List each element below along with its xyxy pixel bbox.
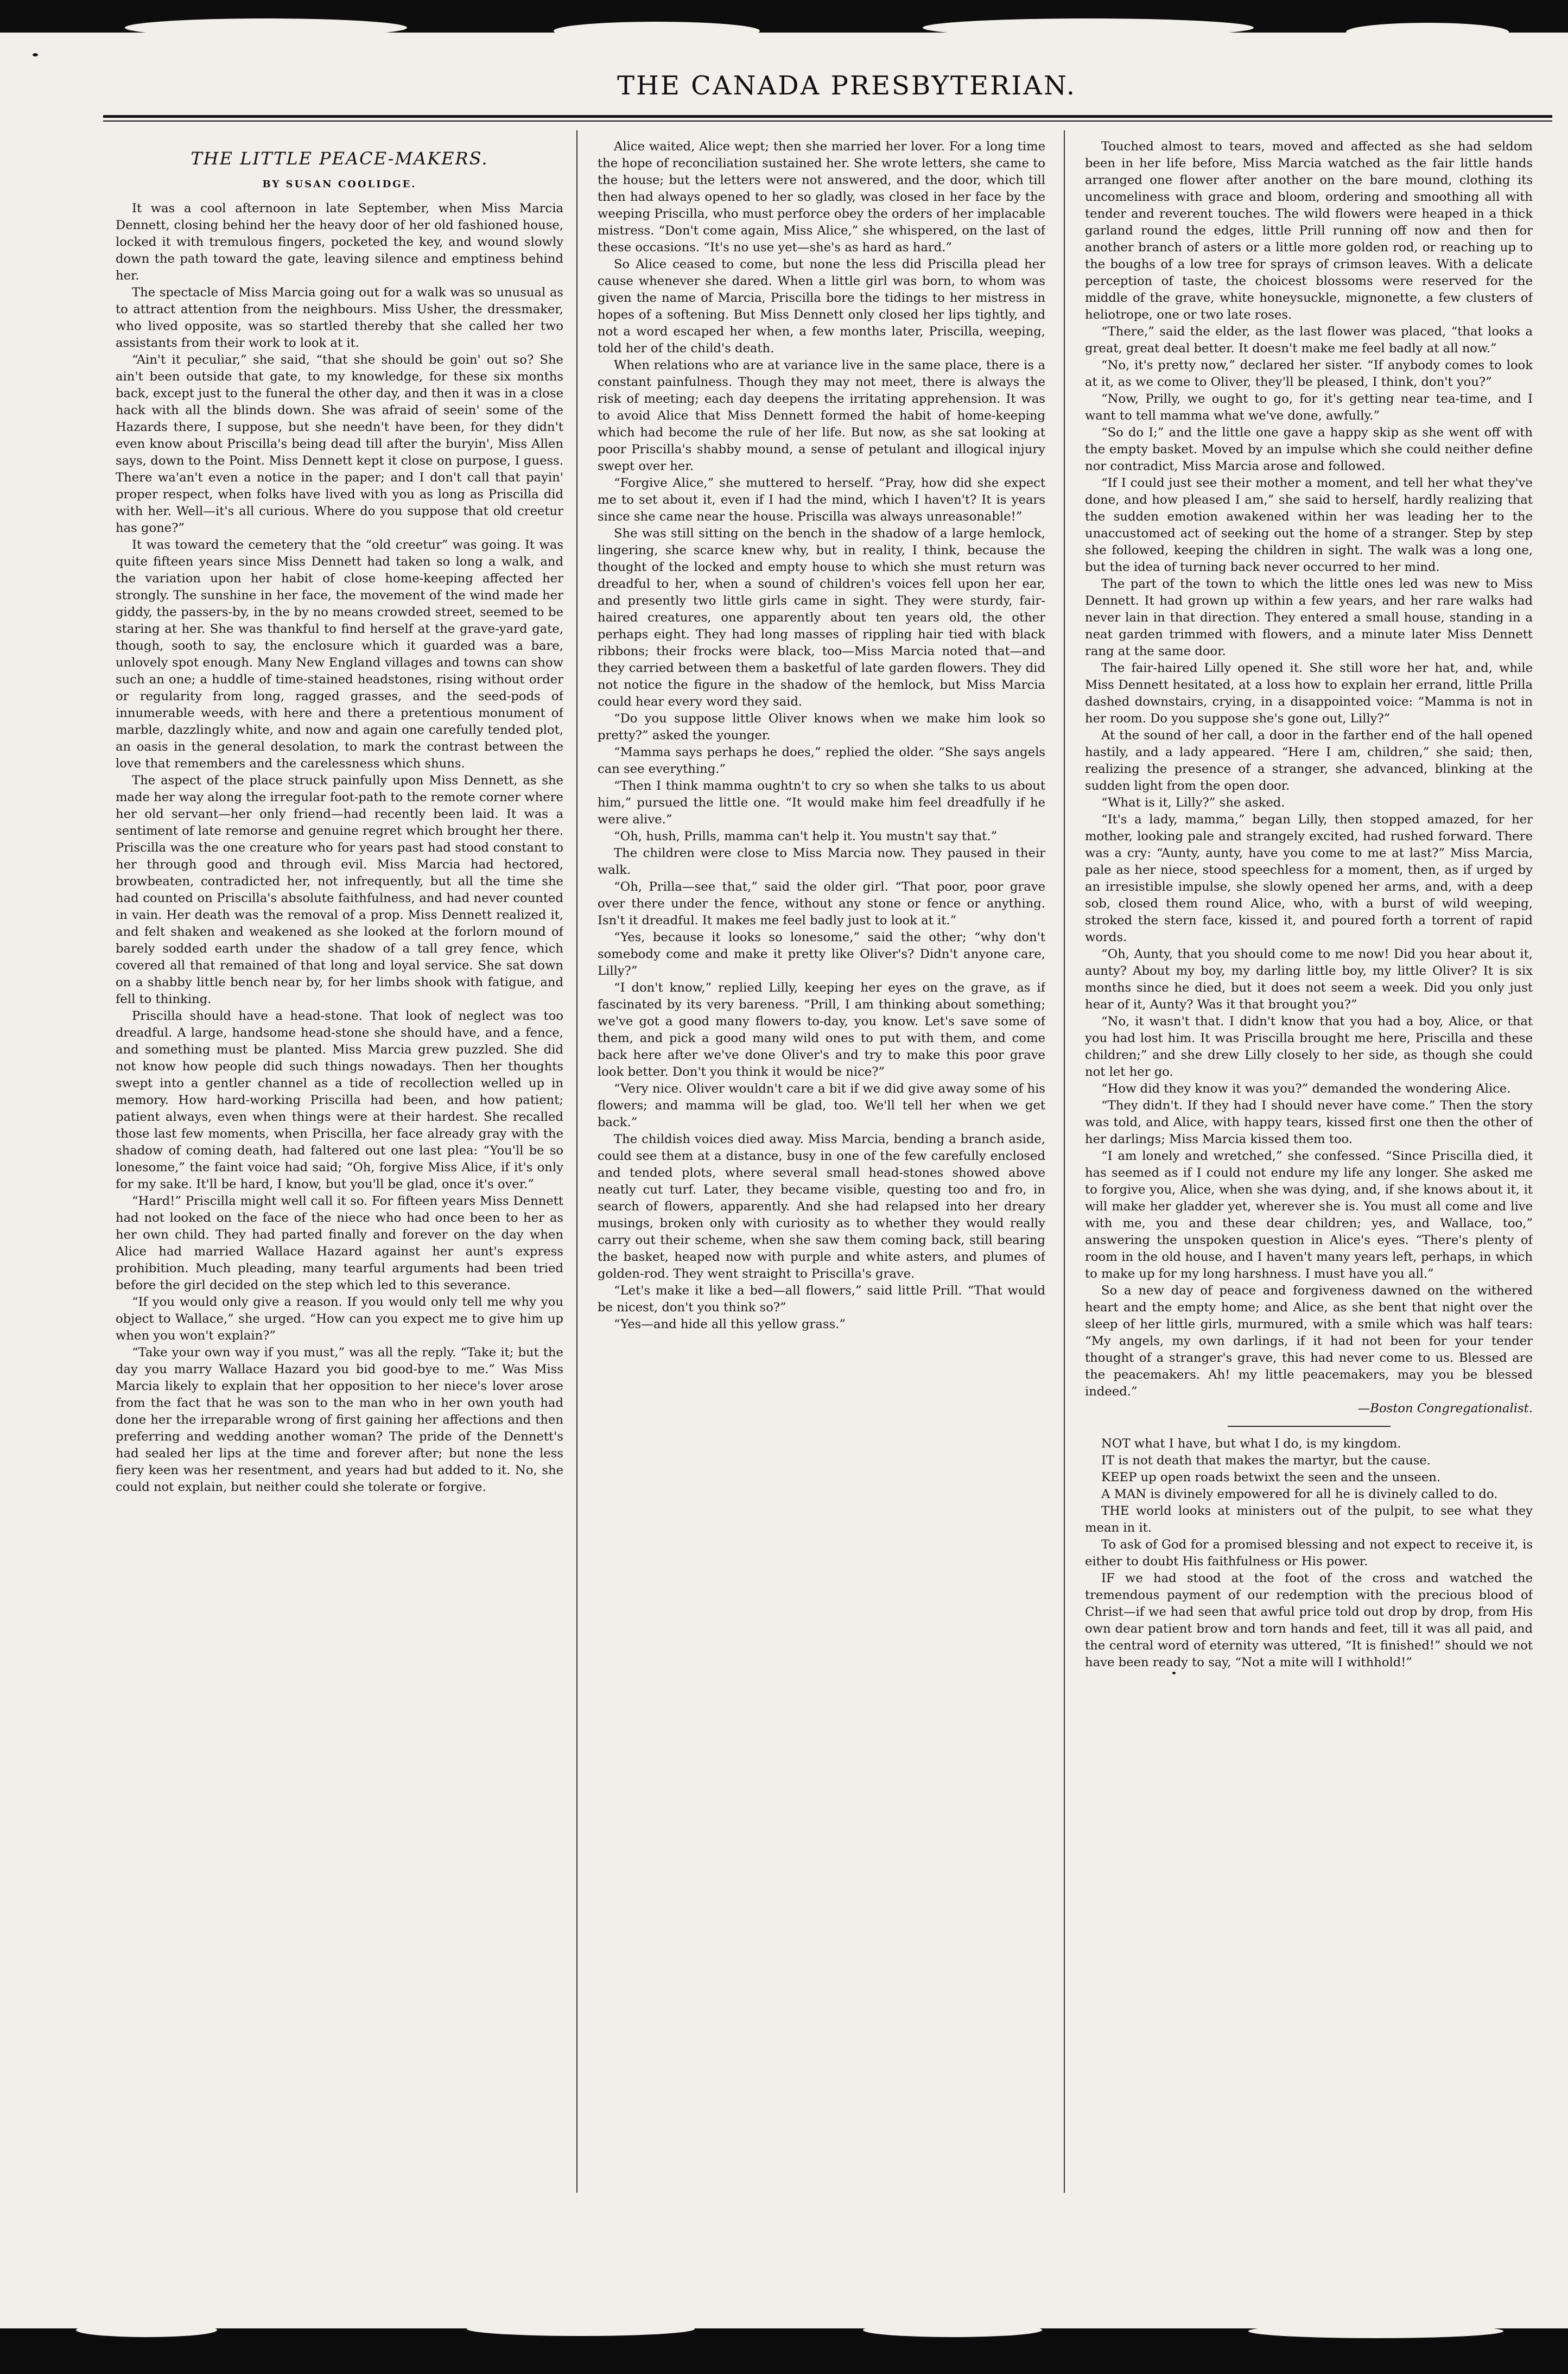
story-paragraph: “Ain't it peculiar,” she said, “that she should be goin' out so? She ain't been outside that gate, to my knowledge, for these six months back, except just to the funeral the other day, and then it was in a close hack with all the blinds down. She was afraid of seein' some of the Hazards there, I suppose, but she needn't have been, for they didn't even know about Priscilla's being dead till after the buryin', Miss Allen says, down to the Point. Miss Dennett kept it close on purpose, I guess. There wa'an't even a notice in the paper; and I don't call that payin' proper respect, when folks have lived with you as long as Priscilla did with her. Well—it's all curious. Where do you suppose that old creetur has gone?”	[116, 353, 563, 535]
miscellany-item: IT is not death that makes the martyr, but the cause.	[1101, 1453, 1431, 1468]
story-paragraph: “Yes, because it looks so lonesome,” said the other; “why don't somebody come and make it pretty like Oliver's? Didn't anyone care, Lilly?”	[598, 930, 1045, 978]
story-paragraph: “Yes—and hide all this yellow grass.”	[614, 1317, 846, 1331]
story-paragraph: “I don't know,” replied Lilly, keeping her eyes on the grave, as if fascinated by its very bareness. “Prill, I am thinking about something; we've got a good many flowers to-day, you know. Let's save some of them, and pick a good many wild ones to put with them, and come back here after we've done Oliver's and try to make this poor grave look better. Don't you think it would be nice?”	[598, 981, 1045, 1079]
story-paragraph: The fair-haired Lilly opened it. She still wore her hat, and, while Miss Dennett hesitated, at a loss how to explain her errand, little Prilla dashed downstairs, crying, in a disappointed voice: “Mamma is not in her room. Do you suppose she's gone out, Lilly?”	[1085, 661, 1533, 726]
story-paragraph: So a new day of peace and forgiveness dawned on the withered heart and the empty home; and Alice, as she bent that night over the sleep of her little girls, murmured, with a smile which was half tears: “My angels, my own darlings, if it had not been for your tender thought of a stranger's grave, this had never come to us. Blessed are the peacemakers. Ah! my little peacemakers, may you be blessed indeed.”	[1085, 1284, 1533, 1399]
story-paragraph: “Very nice. Oliver wouldn't care a bit if we did give away some of his flowers; and mamma will be glad, too. We'll tell her when we get back.”	[598, 1082, 1045, 1129]
story-byline: BY SUSAN COOLIDGE.	[262, 179, 417, 190]
scan-bottom-border	[0, 2328, 1568, 2374]
story-paragraph: The spectacle of Miss Marcia going out for a walk was so unusual as to attract attention from the neighbours. Miss Usher, the dressmaker, who lived opposite, was so startled thereby that she called her two assistants from their work to look at it.	[116, 285, 563, 350]
story-paragraph: Touched almost to tears, moved and affected as she had seldom been in her life before, Miss Marcia watched as the fair little hands arranged one flower after another on the bare mound, clothing its uncomeliness with grace and bloom, ordering and smoothing all with tender and reverent touches. The wild flowers were heaped in a thick garland round the edges, little Prill running off now and then for another branch of asters or a little more golden rod, or reaching up to the boughs of a low tree for sprays of crimson leaves. With a delicate perception of taste, the choicest blossoms were reserved for the middle of the grave, white honeysuckle, mignonette, a few clusters of heliotrope, one or two late roses.	[1085, 139, 1533, 322]
story-paragraph: “Now, Prilly, we ought to go, for it's getting near tea-time, and I want to tell mamma what we've done, awfully.”	[1085, 392, 1533, 423]
story-paragraph: Alice waited, Alice wept; then she married her lover. For a long time the hope of reconciliation sustained her. She wrote letters, she came to the house; but the letters were not answered, and the door, which till then had always opened to her so gladly, was closed in her face by the weeping Priscilla, who must perforce obey the orders of her implacable mistress. “Don't come again, Miss Alice,” she whispered, on the last of these occasions. “It's no use yet—she's as hard as hard.”	[598, 139, 1045, 255]
story-paragraph: The children were close to Miss Marcia now. They paused in their walk.	[598, 846, 1045, 877]
miscellany-item: THE world looks at ministers out of the pulpit, to see what they mean in it.	[1085, 1504, 1533, 1535]
story-paragraph: “They didn't. If they had I should never have come.” Then the story was told, and Alice, with happy tears, kissed first one then the other of her darlings; Miss Marcia kissed them too.	[1085, 1099, 1533, 1146]
story-paragraph: So Alice ceased to come, but none the less did Priscilla plead her cause whenever she dared. When a little girl was born, to whom was given the name of Marcia, Priscilla bore the tidings to her mistress in hopes of a softening. But Miss Dennett only closed her lips tightly, and not a word escaped her when, a few months later, Priscilla, weeping, told her of the child's death.	[598, 257, 1045, 356]
story-paragraph: “Oh, Prilla—see that,” said the older girl. “That poor, poor grave over there under the fence, without any stone or fence or anything. Isn't it dreadful. It makes me feel badly just to look at it.”	[598, 880, 1045, 928]
story-paragraph: “Oh, hush, Prills, mamma can't help it. You mustn't say that.”	[614, 829, 998, 843]
scan-top-border	[0, 0, 1568, 33]
story-paragraph: It was toward the cemetery that the “old creetur” was going. It was quite fifteen years since Miss Dennett had taken so long a walk, and the variation upon her habit of close home-keeping affected her strongly. The sunshine in her face, the movement of the wind made her giddy, the passers-by, in the by no means crowded street, seemed to be staring at her. She was thankful to find herself at the grave-yard gate, though, sooth to say, the enclosure which it guarded was a bare, unlovely spot enough. Many New England villages and towns can show such an one; a huddle of time-stained headstones, rising without order or regularity from long, ragged grasses, and the seed-pods of innumerable weeds, with here and there a pretentious monument of marble, dazzlingly white, and now and again one carefully tended plot, an oasis in the general desolation, to mark the contrast between the love that remembers and the carelessness which shuns.	[116, 538, 563, 771]
story-paragraph: It was a cool afternoon in late September, when Miss Marcia Dennett, closing behind her the heavy door of her old fashioned house, locked it with tremulous fingers, pocketed the key, and wound slowly down the path toward the gate, leaving silence and emptiness behind her.	[116, 201, 563, 283]
story-paragraph: She was still sitting on the bench in the shadow of a large hemlock, lingering, she scarce knew why, but in reality, I think, because the thought of the locked and empty house to which she must return was dreadful to her, when a sound of children's voices fell upon her ear, and presently two little girls came in sight. They were sturdy, fair-haired creatures, one apparently about ten years old, the other perhaps eight. They had long masses of rippling hair tied with black ribbons; their frocks were black, too—Miss Marcia noted that—and they carried between them a basketful of late garden flowers. They did not notice the figure in the shadow of the hemlock, but Miss Marcia could hear every word they said.	[598, 526, 1045, 709]
story-paragraph: “Do you suppose little Oliver knows when we make him look so pretty?” asked the younger.	[598, 712, 1045, 742]
story-paragraph: “No, it's pretty now,” declared her sister. “If anybody comes to look at it, as we come to Oliver, they'll be pleased, I think, don't you?”	[1085, 358, 1533, 389]
story-paragraph: “It's a lady, mamma,” began Lilly, then stopped amazed, for her mother, looking pale and strangely excited, had rushed forward. There was a cry: “Aunty, aunty, have you come to me at last?” Miss Marcia, pale as her niece, stood speechless for a moment, then, as if urged by an irresistible impulse, she slowly opened her arms, and, with a deep sob, closed them round Alice, who, with a burst of wild weeping, stroked the stern face, kissed it, and poured forth a torrent of rapid words.	[1085, 813, 1533, 944]
scan-speck	[33, 53, 38, 56]
story-paragraph: “Oh, Aunty, that you should come to me now! Did you hear about it, aunty? About my boy, my darling little boy, my little Oliver? It is six months since he died, but it does not seem a week. Did you only just hear of it, Aunty? Was it that brought you?”	[1085, 947, 1533, 1012]
story-paragraph: “If I could just see their mother a moment, and tell her what they've done, and how pleased I am,” she said to herself, hardly realizing that the sudden emotion awakened within her was leading her to the unaccustomed act of seeking out the home of a stranger. Step by step she followed, keeping the children in sight. The walk was a long one, but the idea of turning back never occurred to her mind.	[1085, 476, 1533, 574]
miscellany-item: A MAN is divinely empowered for all he is divinely called to do.	[1101, 1487, 1498, 1501]
section-divider	[1228, 1426, 1391, 1427]
masthead-rule-thin	[103, 120, 1552, 122]
story-paragraph: “Let's make it like a bed—all flowers,” said little Prill. “That would be nicest, don't you think so?”	[598, 1284, 1045, 1315]
story-paragraph: The part of the town to which the little ones led was new to Miss Dennett. It had grown up within a few years, and her rare walks had never lain in that direction. They entered a small house, standing in a neat garden trimmed with flowers, and a minute later Miss Dennett rang at the same door.	[1085, 577, 1533, 658]
masthead-rule	[103, 115, 1552, 118]
scan-speck	[1172, 1672, 1176, 1674]
story-paragraph: At the sound of her call, a door in the farther end of the hall opened hastily, and a lady appeared. “Here I am, children,” she said; then, realizing the presence of a stranger, she advanced, blinking at the sudden light from the open door.	[1085, 728, 1533, 793]
story-paragraph: “Mamma says perhaps he does,” replied the older. “She says angels can see everything.”	[598, 745, 1045, 776]
miscellany-item: IF we had stood at the foot of the cross and watched the tremendous payment of our redemption with the precious blood of Christ—if we had seen that awful price told out drop by drop, from His own dear patient brow and torn hands and feet, till it was all paid, and the central word of eternity was uttered, “It is finished!” should we not have been ready to say, “Not a mite will I withhold!”	[1085, 1571, 1533, 1670]
story-paragraph: “Hard!” Priscilla might well call it so. For fifteen years Miss Dennett had not looked on the face of the niece who had once been to her as her own child. They had parted finally and forever on the day when Alice had married Wallace Hazard against her aunt's express prohibition. Much pleading, many tearful arguments had been tried before the girl decided on the step which led to this severance.	[116, 1194, 563, 1292]
miscellany-item: KEEP up open roads betwixt the seen and the unseen.	[1101, 1470, 1441, 1484]
story-paragraph: “I am lonely and wretched,” she confessed. “Since Priscilla died, it has seemed as if I could not endure my life any longer. She asked me to forgive you, Alice, when she was dying, and, if she knows about it, it will make her gladder yet, wherever she is. You must all come and live with me, you and these dear children; yes, and Wallace, too,” answering the unspoken question in Alice's eyes. “There's plenty of room in the old house, and I haven't many years left, perhaps, in which to make up for my long harshness. I must have you all.”	[1085, 1149, 1533, 1281]
story-paragraph: When relations who are at variance live in the same place, there is a constant painfulness. Though they may not meet, there is always the risk of meeting; each day deepens the irritating apprehension. It was to avoid Alice that Miss Dennett formed the habit of home-keeping which had become the rule of her life. But now, as she sat looking at poor Priscilla's shabby mound, a sense of petulant and illogical injury swept over her.	[598, 358, 1045, 473]
story-paragraph: “Take your own way if you must,” was all the reply. “Take it; but the day you marry Wallace Hazard you bid good-bye to me.” Was Miss Marcia likely to explain that her opposition to her niece's lover arose from the fact that he was son to the man who in her own youth had done her the irreparable wrong of first gaining her affections and then preferring and wedding another woman? The pride of the Dennett's had sealed her lips at the time and forever after; but none the less fiery keen was her resentment, and years had but added to it. No, she could not explain, but neither could she tolerate or forgive.	[116, 1345, 563, 1494]
story-paragraph: Priscilla should have a head-stone. That look of neglect was too dreadful. A large, handsome head-stone she should have, and a fence, and something must be planted. Miss Marcia grew puzzled. She did not know how people did such things nowadays. Then her thoughts swept into a gentler channel as a tide of recollection welled up in memory. How hard-working Priscilla had been, and how patient; patient always, even when things were at their hardest. She recalled those last few moments, when Priscilla, her face already gray with the shadow of coming death, had faltered out one last plea: “You'll be so lonesome,” the faint voice had said; “Oh, forgive Miss Alice, if it's only for my sake. It'll be hard, I know, but you'll be glad, once it's over.”	[116, 1009, 563, 1191]
masthead: THE CANADA PRESBYTERIAN.	[617, 71, 1077, 101]
story-paragraph: “How did they know it was you?” demanded the wondering Alice.	[1101, 1082, 1511, 1096]
column-rule-right	[1064, 130, 1065, 2193]
story-paragraph: “No, it wasn't that. I didn't know that you had a boy, Alice, or that you had lost him. It was Priscilla brought me here, Priscilla and these children;” and she drew Lilly closely to her side, as though she could not let her go.	[1085, 1014, 1533, 1079]
column-2	[598, 138, 1045, 2304]
story-paragraph: The aspect of the place struck painfully upon Miss Dennett, as she made her way along the irregular foot-path to the remote corner where her old servant—her only friend—had recently been laid. It was a sentiment of late remorse and genuine regret which brought her there. Priscilla was the one creature who for years past had stood constant to her through good and through evil. Miss Marcia had hectored, browbeaten, contradicted her, not infrequently, but all the time she had counted on Priscilla's absolute faithfulness, and had never counted in vain. Her death was the removal of a prop. Miss Dennett realized it, and felt shaken and weakened as she looked at the forlorn mound of barely sodded earth under the shadow of a tall grey fence, which covered all that remained of that long and loyal service. She sat down on a shabby little bench near by, for her limbs shook with fatigue, and fell to thinking.	[116, 773, 563, 1006]
story-paragraph: The childish voices died away. Miss Marcia, bending a branch aside, could see them at a distance, busy in one of the few carefully enclosed and tended plots, where several small head-stones showed above neatly cut turf. Later, they became visible, questing too and fro, in search of flowers, apparently. And she had relapsed into her dreary musings, broken only with curiosity as to whether they would really carry out their scheme, when she saw them coming back, still bearing the basket, heaped now with purple and white asters, and plumes of golden-rod. They went straight to Priscilla's grave.	[598, 1132, 1045, 1281]
miscellany-item: To ask of God for a promised blessing and not expect to receive it, is either to doubt His faithfulness or His power.	[1085, 1538, 1533, 1569]
story-source-credit: —Boston Congregationalist.	[1357, 1401, 1533, 1415]
story-paragraph: “Forgive Alice,” she muttered to herself. “Pray, how did she expect me to set about it, even if I had the mind, which I haven't? It is years since she came near the house. Priscilla was always unreasonable!”	[598, 476, 1045, 524]
miscellany-item: NOT what I have, but what I do, is my kingdom.	[1101, 1437, 1401, 1451]
story-paragraph: “What is it, Lilly?” she asked.	[1101, 796, 1285, 810]
story-paragraph: “If you would only give a reason. If you would only tell me why you object to Wallace,” she urged. “How can you expect me to give him up when you won't explain?”	[116, 1295, 563, 1343]
story-paragraph: “Then I think mamma oughtn't to cry so when she talks to us about him,” pursued the little one. “It would make him feel dreadfully if he were alive.”	[598, 779, 1045, 827]
column-1	[116, 138, 563, 2304]
column-rule-left	[576, 130, 577, 2193]
story-title: THE LITTLE PEACE-MAKERS.	[191, 148, 488, 169]
story-paragraph: “There,” said the elder, as the last flower was placed, “that looks a great, great deal better. It doesn't make me feel badly at all now.”	[1085, 325, 1533, 356]
column-3	[1085, 138, 1533, 2304]
story-paragraph: “So do I;” and the little one gave a happy skip as she went off with the empty basket. Moved by an impulse which she could neither define nor contradict, Miss Marcia arose and followed.	[1085, 426, 1533, 473]
